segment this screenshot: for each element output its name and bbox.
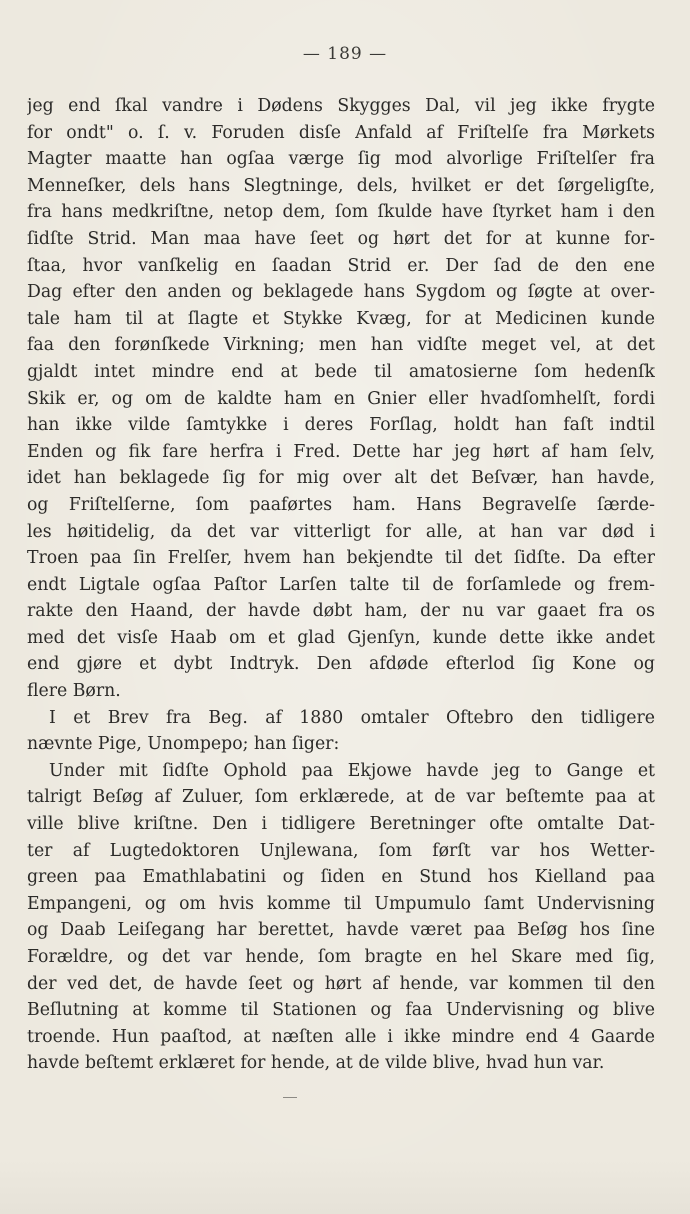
text-line: med det visſe Haab om et glad Gjenſyn, kunde dette ikke andet xyxy=(27,627,655,648)
body-text xyxy=(27,93,655,1077)
text-line: for ondt" o. ſ. v. Foruden disſe Anfald af Friſtelſe fra Mørkets xyxy=(27,122,655,143)
ornament-dash xyxy=(283,1097,297,1098)
text-line: Forældre, og det var hende, ſom bragte en hel Skare med ſig, xyxy=(27,947,655,967)
text-line: troende. Hun paaſtod, at næſten alle i ikke mindre end 4 Gaarde xyxy=(27,1026,655,1047)
text-line: ter af Lugtedoktoren Unjlewana, ſom førſt var hos Wetter- xyxy=(27,840,655,861)
page-number: — 189 — xyxy=(302,44,388,64)
text-line: der ved det, de havde ſeet og hørt af hende, var kommen til den xyxy=(27,973,655,994)
text-line: ville blive kriſtne. Den i tidligere Beretninger ofte omtalte Dat- xyxy=(27,814,655,835)
text-line: flere Børn. xyxy=(27,681,121,702)
text-line: end gjøre et dybt Indtryk. Den afdøde efterlod ſig Kone og xyxy=(27,654,655,675)
text-line: I et Brev fra Beg. af 1880 omtaler Oftebro den tidligere xyxy=(49,707,655,728)
text-line: Enden og fik fare herfra i Fred. Dette har jeg hørt af ham ſelv, xyxy=(27,441,655,462)
text-line: tale ham til at ſlagte et Stykke Kvæg, for at Medicinen kunde xyxy=(27,308,655,329)
text-line: han ikke vilde ſamtykke i deres Forſlag, holdt han faſt indtil xyxy=(27,415,655,436)
text-line: Empangeni, og om hvis komme til Umpumulo ſamt Undervisning xyxy=(27,893,655,914)
text-line: gjaldt intet mindre end at bede til amatosierne ſom hedenſk xyxy=(27,361,655,382)
text-line: Dag efter den anden og beklagede hans Sygdom og ſøgte at over- xyxy=(27,282,655,303)
text-line: faa den forønſkede Virkning; men han vidſte meget vel, at det xyxy=(27,335,655,356)
text-line: rakte den Haand, der havde døbt ham, der nu var gaaet fra os xyxy=(27,601,655,622)
text-line: talrigt Beſøg af Zuluer, ſom erklærede, at de var beſtemte paa at xyxy=(27,787,655,808)
text-line: og Friſtelſerne, ſom paaførtes ham. Hans Begravelſe ſærde- xyxy=(27,494,655,515)
text-line: og Daab Leiſegang har berettet, havde været paa Beſøg hos ſine xyxy=(27,920,655,941)
text-line: jeg end ſkal vandre i Dødens Skygges Dal, vil jeg ikke frygte xyxy=(27,96,655,116)
text-line: green paa Emathlabatini og ſiden en Stund hos Kielland paa xyxy=(27,867,655,888)
text-line: nævnte Pige, Unompepo; han ſiger: xyxy=(27,734,340,755)
text-line: Magter maatte han ogſaa værge ſig mod alvorlige Friſtelſer fra xyxy=(27,149,655,170)
text-line: ſtaa, hvor vanſkelig en ſaadan Strid er. Der ſad de den ene xyxy=(27,255,655,276)
text-line: Menneſker, dels hans Slegtninge, dels, hvilket er det ſørgeligſte, xyxy=(27,175,655,196)
text-line: Troen paa ſin Frelſer, hvem han bekjendte til det ſidſte. Da efter xyxy=(27,548,655,569)
text-line: Beſlutning at komme til Stationen og faa Undervisning og blive xyxy=(27,1000,655,1021)
text-line: fra hans medkriſtne, netop dem, ſom ſkulde have ſtyrket ham i den xyxy=(27,202,655,223)
text-line: idet han beklagede ſig for mig over alt det Beſvær, han havde, xyxy=(27,468,655,489)
text-line: havde beſtemt erklæret for hende, at de vilde blive, hvad hun var. xyxy=(27,1053,605,1074)
text-line: ſidſte Strid. Man maa have ſeet og hørt det for at kunne for- xyxy=(27,228,655,249)
text-line: Under mit ſidſte Ophold paa Ekjowe havde jeg to Gange et xyxy=(49,760,655,781)
text-line: les høitidelig, da det var vitterligt for alle, at han var død i xyxy=(27,521,655,542)
page-bottom-margin xyxy=(0,1160,690,1214)
text-line: Skik er, og om de kaldte ham en Gnier eller hvadſomhelſt, fordi xyxy=(27,388,655,409)
text-line: endt Ligtale ogſaa Paſtor Larſen talte til de forſamlede og frem- xyxy=(27,574,655,595)
